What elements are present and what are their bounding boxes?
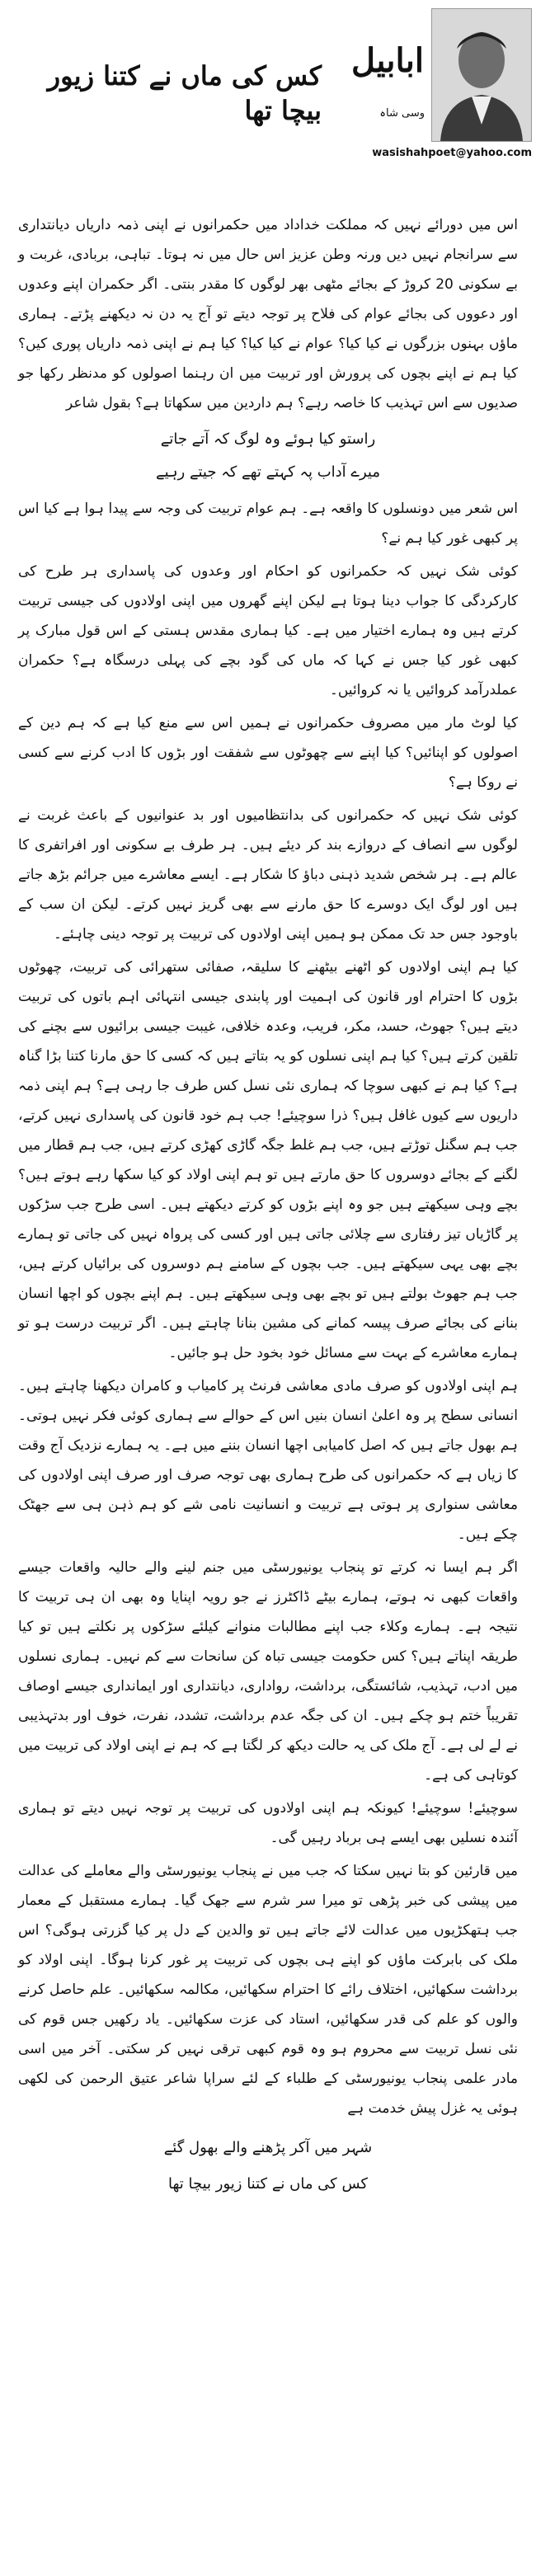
column-name: ابابیل	[351, 41, 424, 80]
verse-line: راستو کیا ہوئے وہ لوگ کہ آتے جاتے	[160, 430, 376, 448]
paragraph: کوئی شک نہیں کہ حکمرانوں کو احکام اور وعدوں کی پاسداری ہر طرح کی کارکردگی کا جواب دینا ہوتا ہے لیکن اپنے گھروں میں اپنی اولادوں کی جیسی تربیت کرتے ہیں وہ ہمارے اختیار میں ہے۔ کیا ہماری مقدس ہستی کے اس قول مبارک پر کبھی غور کیا جس نے کہا کہ ماں کی گود بچے کی پہلی درسگاہ ہے؟ حکمران عملدرآمد کروائیں یا نہ کروائیں۔	[18, 563, 518, 698]
paragraph: کوئی شک نہیں کہ حکمرانوں کی بدانتظامیوں اور بد عنوانیوں کے باعث غربت نے لوگوں سے انصاف کے دروازے بند کر دیئے ہیں۔ ہر طرف بے سکونی اور افراتفری کا عالم ہے۔ ہر شخص شدید ذہنی دباؤ کا شکار ہے۔ ایسے معاشرے میں جرائم بڑھ جاتے ہیں اور لوگ ایک دوسرے کا حق مارنے سے بھی گریز نہیں کرتے۔ لیکن ان سب کے باوجود جس حد تک ممکن ہو ہمیں اپنی اولادوں کی تربیت پر توجہ دینی چاہئے۔	[18, 807, 518, 942]
paragraph: سوچیئے! سوچیئے! کیونکہ ہم اپنی اولادوں کی تربیت پر توجہ نہیں دیتے تو ہماری آئندہ نسلیں بھی ایسے ہی برباد رہیں گی۔	[18, 1800, 518, 1846]
paragraph: کیا ہم اپنی اولادوں کو اٹھنے بیٹھنے کا سلیقہ، صفائی ستھرائی کی تربیت، چھوٹوں بڑوں کا احترام اور قانون کی اہمیت اور پابندی جیسی انتہائی اہم باتوں کی تربیت دیتے ہیں؟ جھوٹ، حسد، مکر، فریب، وعدہ خلافی، غیبت جیسی برائیوں سے بچنے کی تلقین کرتے ہیں؟ کیا ہم اپنی نسلوں کو یہ بتاتے ہیں کہ کسی کا حق مارنا کتنا بڑا گناہ ہے؟ کیا ہم نے کبھی سوچا کہ ہماری نئی نسل کس طرف جا رہی ہے؟ ہم اپنی ذمہ داریوں سے کیوں غافل ہیں؟ ذرا سوچیئے! جب ہم خود قانون کی پاسداری نہیں کرتے، جب ہم سگنل توڑتے ہیں، جب ہم غلط جگہ گاڑی کھڑی کرتے ہیں، جب ہم قطار میں لگنے کے بجائے دوسروں کا حق مارتے ہیں تو ہم اپنی اولاد کو کیا سکھا رہے ہوتے ہیں؟ بچے وہی سیکھتے ہیں جو وہ اپنے بڑوں کو کرتے دیکھتے ہیں۔ اسی طرح جب سڑکوں پر گاڑیاں تیز رفتاری سے چلائی جاتی ہیں اور کسی کی پرواہ نہیں کی جاتی تو ہمارے بچے بھی یہی سیکھتے ہیں۔ جب بچوں کے سامنے ہم دوسروں کی برائیاں کرتے ہیں، جب ہم جھوٹ بولتے ہیں تو بچے بھی وہی سیکھتے ہیں۔ ہم اپنے بچوں کو اچھا انسان بنانے کی بجائے صرف پیسہ کمانے کی مشین بنانا چاہتے ہیں۔ اگر تربیت درست ہو تو ہمارے معاشرے کے بہت سے مسائل خود بخود حل ہو جائیں۔	[18, 959, 518, 1361]
closing-verse	[18, 2130, 518, 2202]
article-body	[18, 210, 518, 2202]
verse-line: شہر میں آکر پڑھنے والے بھول گئے	[163, 2139, 373, 2156]
paragraph: اگر ہم ایسا نہ کرتے تو پنجاب یونیورسٹی میں جنم لینے والے حالیہ واقعات جیسے واقعات کبھی نہ ہوتے، ہمارے بیٹے ڈاکٹرز نے جو رویہ اپنایا وہ بھی ان ہی تربیت کا نتیجہ ہے۔ ہمارے وکلاء جب اپنے مطالبات منوانے کیلئے سڑکوں پر نکلتے ہیں تو کیا طریقہ اپناتے ہیں؟ کس حکومت جیسی تباہ کن سانحات سے کم نہیں۔ ہماری نسلوں میں ادب، تہذیب، شائستگی، برداشت، رواداری، دیانتداری اور ایمانداری جیسے اوصاف تقریباً ختم ہو چکے ہیں۔ ان کی جگہ عدم برداشت، تشدد، نفرت، خوف اور بدتہذیبی نے لے لی ہے۔ آج ملک کی یہ حالت دیکھ کر لگتا ہے کہ ہم نے اپنی اولاد کی تربیت میں کوتاہی کی ہے۔	[18, 1559, 518, 1784]
paragraph: کیا لوٹ مار میں مصروف حکمرانوں نے ہمیں اس سے منع کیا ہے کہ ہم دین کے اصولوں کو اپنائیں؟ کیا اپنے سے چھوٹوں سے شفقت اور بڑوں کا ادب کرنے سے کسی نے روکا ہے؟	[18, 715, 518, 791]
article-header	[0, 0, 536, 223]
verse-line: میرے آداب پہ کہتے تھے کہ جیتے رہیے	[156, 463, 380, 481]
paragraph: اس شعر میں دونسلوں کا واقعہ ہے۔ ہم عوام تربیت کی وجہ سے پیدا ہوا ہے کیا اس پر کبھی غور کیا ہم نے؟	[18, 501, 518, 547]
paragraph: ہم اپنی اولادوں کو صرف مادی معاشی فرنٹ پر کامیاب و کامران دیکھنا چاہتے ہیں۔ انسانی سطح پر وہ اعلیٰ انسان بنیں اس کے حوالے سے ہماری کوئی فکر نہیں ہوتی۔ ہم بھول جاتے ہیں کہ اصل کامیابی اچھا انسان بننے میں ہے۔ یہ ہمارے نزدیک آج وقت کا زیاں ہے کہ حکمرانوں کی طرح ہماری بھی توجہ صرف اور صرف اپنی اولادوں کی معاشی سنواری پر ہوتی ہے تربیت و انسانیت نامی شے کو ہم ذہن ہی سے جھٹک چکے ہیں۔	[18, 1378, 518, 1543]
verse-line: کس کی ماں نے کتنا زیور بیچا تھا	[168, 2175, 368, 2193]
verse	[18, 423, 518, 489]
paragraph: اس میں دورائے نہیں کہ مملکت خداداد میں حکمرانوں نے اپنی ذمہ داریاں دیانتداری سے سرانجام نہیں دیں ورنہ وطن عزیز اس حال میں نہ ہوتا۔ تباہی، بربادی، غربت و بے سکونی 20 کروڑ کے بجائے مٹھی بھر لوگوں کا مقدر بنتی۔ اگر حکمران اپنے وعدوں اور دعووں کی بجائے عوام کی فلاح پر توجہ دیتے تو آج یہ دن نہ دیکھنے پڑتے۔ ہماری ماؤں بہنوں بزرگوں نے کیا کیا؟ عوام نے کیا کیا؟ کیا ہم نے اپنی ذمہ داریاں پوری کیں؟ کیا ہم نے اپنے بچوں کی پرورش اور تربیت میں ان رہنما اصولوں کو مدنظر رکھا جو صدیوں سے اس تہذیب کا خاصہ رہے؟ ہم داردین میں سکھاتا ہے؟ بقول شاعر	[18, 217, 518, 411]
paragraph: میں قارئین کو بتا نہیں سکتا کہ جب میں نے پنجاب یونیورسٹی والے معاملے کی عدالت میں پیشی کی خبر پڑھی تو میرا سر شرم سے جھک گیا۔ ہمارے مستقبل کے معمار جب ہتھکڑیوں میں عدالت لائے جاتے ہیں تو والدین کے دل پر کیا گزرتی ہوگی؟ اس ملک کی بابرکت ماؤں کو اپنے ہی بچوں کی تربیت پر غور کرنا ہوگا۔ اپنی اولاد کو برداشت سکھائیں، اختلاف رائے کا احترام سکھائیں، مکالمہ سکھائیں۔ علم حاصل کرنے والوں کو علم کی قدر سکھائیں، استاد کی عزت سکھائیں۔ یاد رکھیں جس قوم کی نئی نسل تربیت سے محروم ہو وہ قوم کبھی ترقی نہیں کر سکتی۔ آخر میں اسی مادر علمی پنجاب یونیورسٹی کے طلباء کے لئے سراپا شاعر عتیق الرحمن کی لکھی ہوئی یہ غزل پیش خدمت ہے	[18, 1863, 518, 2117]
author-portrait-icon	[432, 9, 531, 141]
author-email: wasishahpoet@yahoo.com	[372, 147, 532, 159]
author-photo	[431, 8, 532, 142]
article-title: کس کی ماں نے کتنا زیور بیچا تھا	[47, 60, 322, 126]
author-name: وسی شاہ	[379, 107, 425, 120]
column-masthead	[342, 8, 532, 198]
